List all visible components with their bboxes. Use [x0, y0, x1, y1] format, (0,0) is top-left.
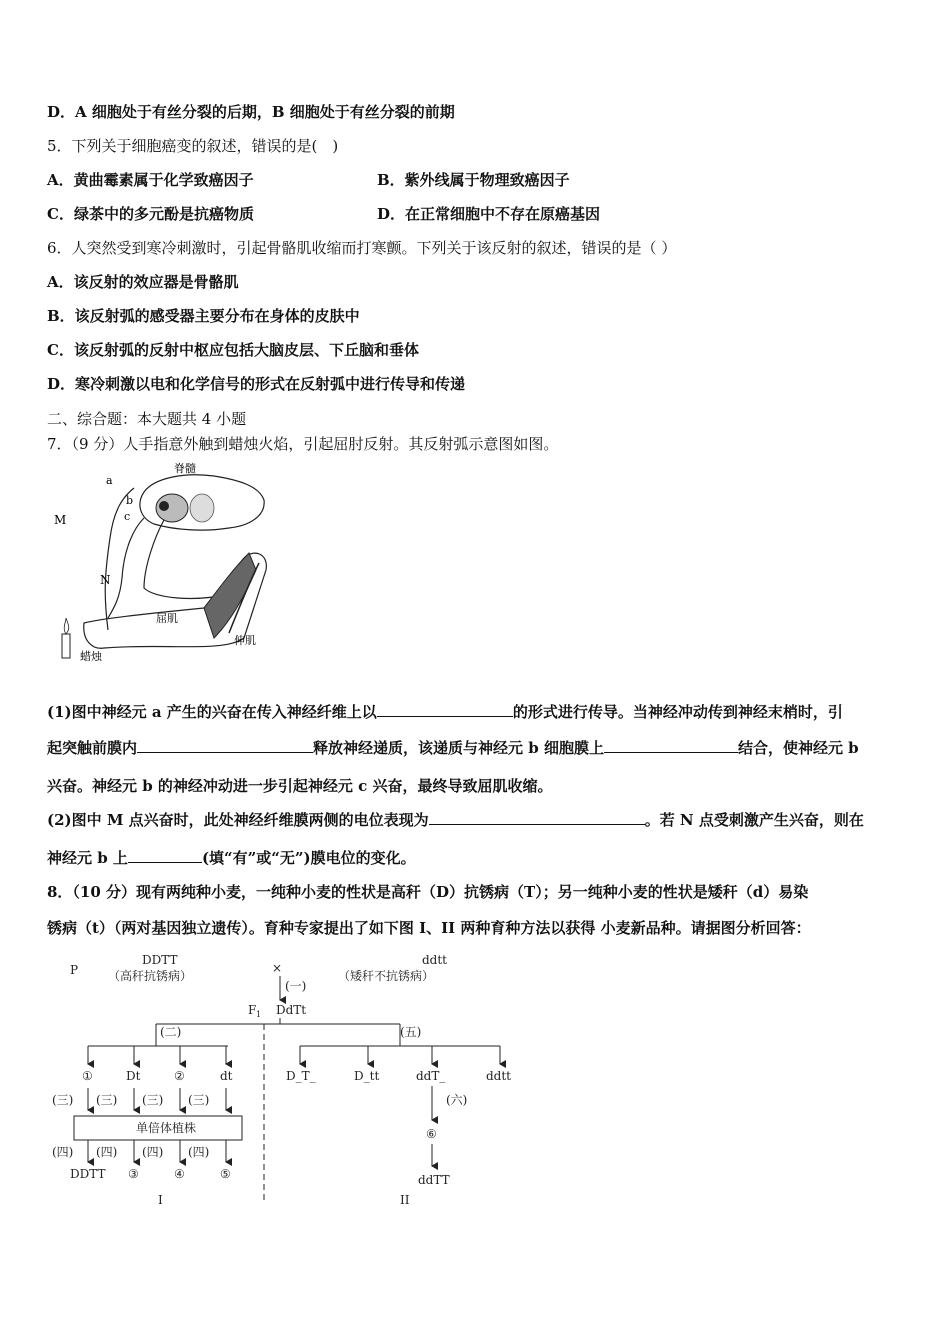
product-4: ④: [174, 1167, 185, 1181]
q7-part1-line2: [47, 738, 907, 758]
q7-stem: 7．（9 分）人手指意外触到蜡烛火焰，引起屈肘反射。其反射弧示意图如图。: [47, 435, 559, 453]
q7-p2-text-a: (2)图中 M 点兴奋时，此处神经纤维膜两侧的电位表现为: [47, 811, 429, 829]
gamete-Dt: Dt: [126, 1069, 141, 1083]
product-5: ⑤: [220, 1167, 231, 1181]
label-P: P: [70, 963, 79, 977]
final-ddTT: ddTT: [418, 1173, 450, 1187]
q7-p2-text-b: 。若 N 点受刺激产生兴奋，则在: [644, 811, 864, 829]
grey-matter-right: [190, 494, 214, 522]
q8-stem-line1: 8．（10 分）现有两纯种小麦，一纯种小麦的性状是高秆（D）抗锈病（T）；另一纯种小麦的性状是矮秆（d）易染: [47, 883, 809, 901]
label-flexor: 屈肌: [156, 612, 178, 625]
parent2-trait: （矮秆不抗锈病）: [338, 969, 435, 983]
label-a: a: [106, 474, 113, 487]
product-DDTT: DDTT: [70, 1167, 106, 1181]
blank-3[interactable]: [604, 738, 738, 753]
parent2-genotype: ddtt: [422, 953, 448, 967]
blank-2[interactable]: [137, 738, 313, 753]
step-1-label: (一): [285, 979, 307, 993]
q7-p1-text-a: (1)图中神经元 a 产生的兴奋在传入神经纤维上以: [47, 703, 377, 721]
blank-5[interactable]: [128, 848, 202, 863]
q6-option-b: B．该反射弧的感受器主要分布在身体的皮肤中: [47, 307, 360, 325]
step-3-label-2: (三): [96, 1093, 118, 1107]
label-F1-sub: 1: [256, 1010, 262, 1019]
reflex-arc-figure: [44, 458, 284, 668]
q5-option-c: C．绿茶中的多元酚是抗癌物质: [47, 205, 254, 223]
breeding-diagram: [52, 950, 540, 1210]
label-M: M: [54, 513, 67, 527]
blank-4[interactable]: [429, 810, 645, 825]
q7-p1-text-d: 释放神经递质，该递质与神经元 b 细胞膜上: [313, 739, 604, 757]
gamete-dt: dt: [220, 1069, 233, 1083]
afferent-nerve-inner: [108, 518, 144, 618]
q7-part1-line1: [47, 702, 907, 722]
step-3-label-3: (三): [142, 1093, 164, 1107]
gamete-1: ①: [82, 1069, 93, 1083]
q6-stem: 6．人突然受到寒冷刺激时，引起骨骼肌收缩而打寒颤。下列关于该反射的叙述，错误的是（ ）: [47, 239, 677, 257]
candle-body: [62, 634, 70, 658]
q6-option-d: D．寒冷刺激以电和化学信号的形式在反射弧中进行传导和传递: [47, 375, 466, 393]
q7-p2-text-d: (填“有”或“无”)膜电位的变化。: [201, 849, 416, 867]
f2-D_tt: D_tt: [354, 1069, 380, 1083]
q5-option-b: B．紫外线属于物理致癌因子: [377, 171, 570, 189]
parent1-genotype: DDTT: [142, 953, 178, 967]
gamete-2: ②: [174, 1069, 185, 1083]
candle-flame: [64, 618, 69, 634]
step-2-label: (二): [160, 1025, 182, 1039]
q7-p2-text-c: 神经元 b 上: [47, 849, 128, 867]
method-II-label: II: [400, 1193, 410, 1207]
q5-option-d: D．在正常细胞中不存在原癌基因: [377, 205, 601, 223]
haploid-plants: 单倍体植株: [136, 1121, 197, 1135]
parent1-trait: （高秆抗锈病）: [108, 969, 193, 983]
q8-stem-line2: 锈病（t）（两对基因独立遗传）。育种专家提出了如下图 I、II 两种育种方法以获得 小麦新品种。请据图分析回答：: [47, 919, 811, 937]
step-6-label: (六): [446, 1093, 468, 1107]
f2-ddT_: ddT_: [416, 1069, 446, 1083]
label-c: c: [124, 510, 131, 523]
product-6: ⑥: [426, 1127, 437, 1141]
blank-1[interactable]: [377, 702, 513, 717]
q7-p1-text-b: 的形式进行传导。当神经冲动传到神经末梢时，引: [512, 703, 843, 721]
step-4-label-2: (四): [96, 1145, 118, 1159]
q7-p1-text-e: 结合，使神经元 b: [737, 739, 859, 757]
q6-option-c: C．该反射弧的反射中枢应包括大脑皮层、下丘脑和垂体: [47, 341, 419, 359]
step-4-label-1: (四): [52, 1145, 74, 1159]
q7-part2-line1: [47, 810, 907, 830]
f2-ddtt: ddtt: [486, 1069, 512, 1083]
label-b: b: [126, 494, 134, 507]
product-3: ③: [128, 1167, 139, 1181]
step-3-label-4: (三): [188, 1093, 210, 1107]
step-3-label-1: (三): [52, 1093, 74, 1107]
cross-symbol: ×: [272, 961, 283, 975]
q5-option-a: A．黄曲霉素属于化学致癌因子: [47, 171, 254, 189]
label-extensor: 伸肌: [234, 634, 256, 647]
q7-p1-text-c: 起突触前膜内: [47, 739, 138, 757]
q7-part1-line3: 兴奋。神经元 b 的神经冲动进一步引起神经元 c 兴奋，最终导致屈肌收缩。: [47, 777, 553, 795]
q6-option-a: A．该反射的效应器是骨骼肌: [47, 273, 239, 291]
step-5-label: (五): [400, 1025, 422, 1039]
neuron-b-body: [159, 501, 169, 511]
q5-stem: 5．下列关于细胞癌变的叙述，错误的是( ): [47, 137, 339, 155]
label-candle: 蜡烛: [80, 650, 102, 663]
f2-D_T_: D_T_: [286, 1069, 316, 1083]
label-N: N: [100, 573, 111, 587]
q4-option-d: D．A 细胞处于有丝分裂的后期，B 细胞处于有丝分裂的前期: [47, 103, 455, 121]
F1-genotype: DdTt: [276, 1003, 307, 1017]
label-F1: F: [248, 1003, 257, 1017]
q7-part2-line2: [47, 848, 907, 868]
label-spine: 脊髓: [174, 462, 196, 475]
step-4-label-4: (四): [188, 1145, 210, 1159]
method-I-label: I: [158, 1193, 163, 1207]
step-4-label-3: (四): [142, 1145, 164, 1159]
section-heading: 二、综合题：本大题共 4 小题: [47, 410, 247, 428]
